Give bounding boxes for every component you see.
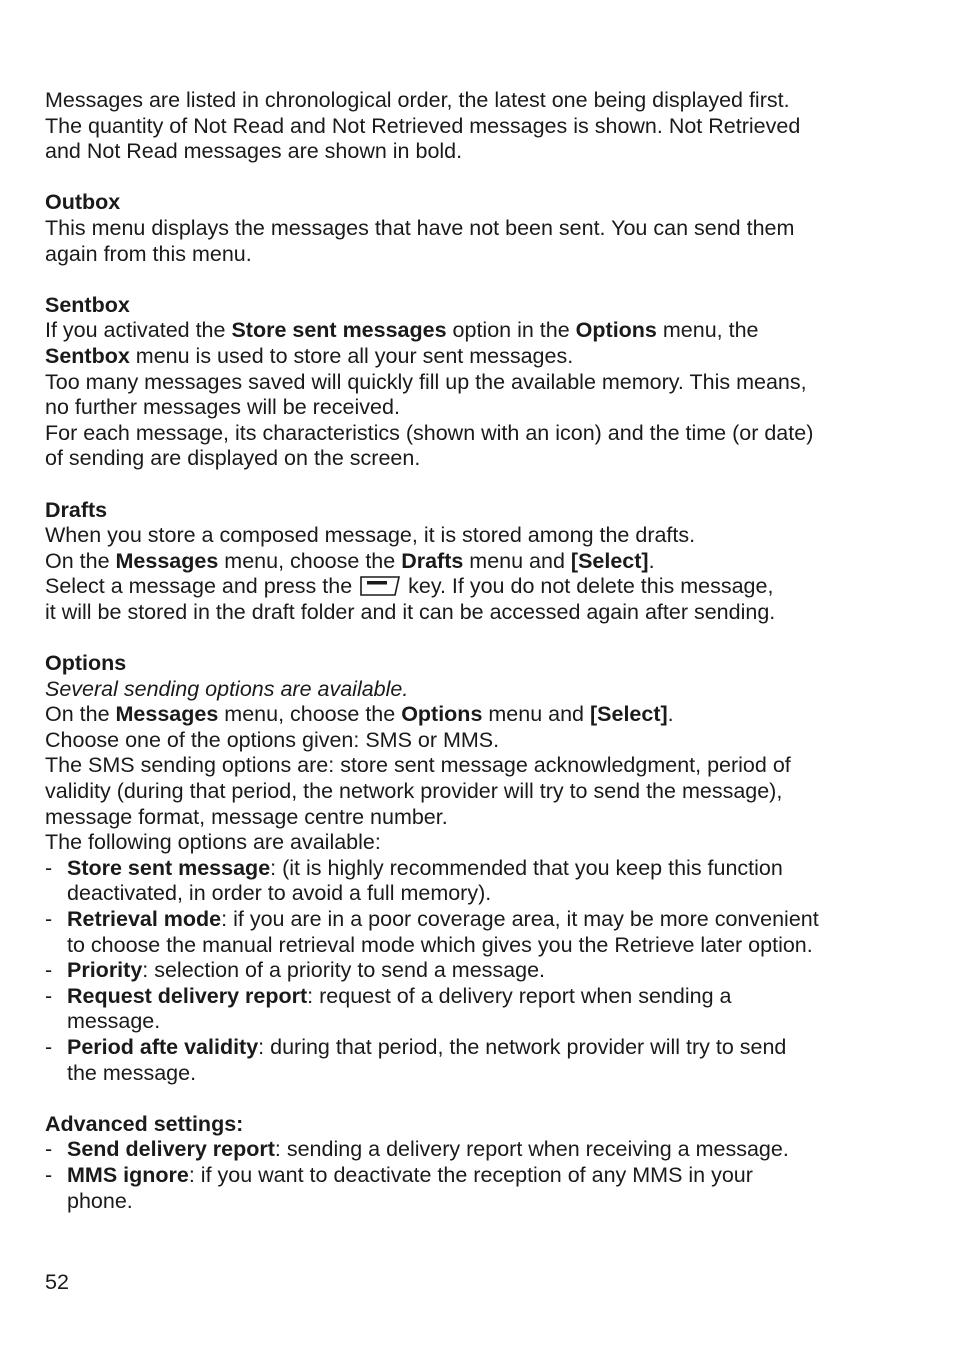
page-number: 52 xyxy=(45,1270,69,1294)
options-line: The SMS sending options are: store sent message acknowledgment, period of xyxy=(45,753,791,778)
list-item-continuation: phone. xyxy=(67,1188,133,1213)
list-item-continuation: message. xyxy=(67,1009,161,1034)
intro-line: The quantity of Not Read and Not Retrieved messages is shown. Not Retrieved xyxy=(45,113,801,138)
sentbox-line: Sentbox menu is used to store all your sent messages. xyxy=(45,343,574,368)
options-line: The following options are available: xyxy=(45,830,381,855)
options-heading: Options xyxy=(45,651,127,676)
sentbox-heading: Sentbox xyxy=(45,292,130,317)
list-item: - Request delivery report: request of a delivery report when sending a xyxy=(45,983,732,1008)
options-line: message format, message centre number. xyxy=(45,804,448,829)
drafts-heading: Drafts xyxy=(45,497,108,522)
options-line: On the Messages menu, choose the Options menu and [Select]. xyxy=(45,702,674,727)
page-content xyxy=(45,88,875,1214)
list-item-continuation: the message. xyxy=(67,1060,197,1085)
list-item-continuation: to choose the manual retrieval mode which gives you the Retrieve later option. xyxy=(67,932,813,957)
options-line: Choose one of the options given: SMS or MMS. xyxy=(45,727,500,752)
options-line: validity (during that period, the network provider will try to send the message), xyxy=(45,779,783,804)
sentbox-line: of sending are displayed on the screen. xyxy=(45,446,421,471)
outbox-line: again from this menu. xyxy=(45,241,252,266)
outbox-heading: Outbox xyxy=(45,190,121,215)
drafts-line: On the Messages menu, choose the Drafts menu and [Select]. xyxy=(45,548,655,573)
drafts-line: When you store a composed message, it is stored among the drafts. xyxy=(45,523,696,548)
list-item: - MMS ignore: if you want to deactivate the reception of any MMS in your xyxy=(45,1162,753,1187)
list-item-continuation: deactivated, in order to avoid a full memory). xyxy=(67,881,492,906)
sentbox-line: no further messages will be received. xyxy=(45,395,400,420)
sentbox-line: If you activated the Store sent messages option in the Options menu, the xyxy=(45,318,759,343)
list-item: - Store sent message: (it is highly recommended that you keep this function xyxy=(45,855,783,880)
softkey-icon xyxy=(360,576,400,596)
drafts-line: Select a message and press the key. If you do not delete this message, xyxy=(45,574,774,599)
intro-line: and Not Read messages are shown in bold. xyxy=(45,139,463,164)
sentbox-line: For each message, its characteristics (shown with an icon) and the time (or date) xyxy=(45,420,814,445)
list-item: - Send delivery report: sending a delivery report when receiving a message. xyxy=(45,1137,789,1162)
drafts-line: it will be stored in the draft folder and it can be accessed again after sending. xyxy=(45,599,776,624)
options-line: Several sending options are available. xyxy=(45,676,409,701)
outbox-line: This menu displays the messages that have not been sent. You can send them xyxy=(45,215,795,240)
list-item: - Period afte validity: during that period, the network provider will try to send xyxy=(45,1034,787,1059)
list-item: - Retrieval mode: if you are in a poor coverage area, it may be more convenient xyxy=(45,907,819,931)
list-item: - Priority: selection of a priority to send a message. xyxy=(45,958,546,983)
advanced-heading: Advanced settings: xyxy=(45,1111,244,1136)
intro-line: Messages are listed in chronological order, the latest one being displayed first. xyxy=(45,88,790,112)
sentbox-line: Too many messages saved will quickly fill up the available memory. This means, xyxy=(45,369,807,394)
